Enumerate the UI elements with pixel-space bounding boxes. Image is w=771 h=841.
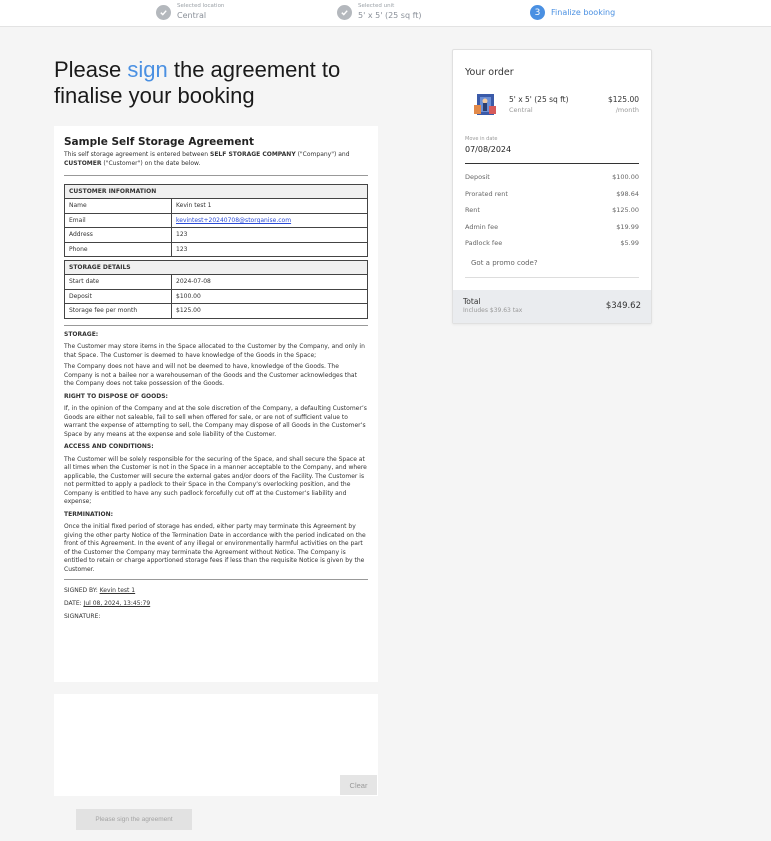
title-part-1: Please — [54, 57, 128, 82]
row-label: Email — [65, 213, 172, 228]
table-row — [65, 228, 368, 243]
fee-row — [465, 239, 639, 247]
signature-block — [64, 584, 368, 623]
table-row — [65, 242, 368, 257]
fee-row — [465, 206, 639, 214]
move-in-date: 07/08/2024 — [465, 145, 512, 154]
submit-agreement-button[interactable]: Please sign the agreement — [76, 809, 192, 830]
row-value: Kevin test 1 — [172, 199, 368, 214]
row-label: Storage fee per month — [65, 304, 172, 319]
unit-price-period: /month — [615, 106, 639, 114]
row-value: 123 — [172, 242, 368, 257]
agreement-terms — [64, 331, 368, 575]
section-heading: STORAGE: — [64, 330, 99, 338]
step-finalize-label: Finalize booking — [551, 8, 616, 17]
section-paragraph: The Customer will be solely responsible for the securing of the Space, and shall secure the Space at all times when the Customer is not in the Space in a manner acceptable to the Company, and where applicable, the Customer will secure the external gates and/or doors of the Facility. The Customer is not permitted to apply a padlock to their Space in the Company’s overlocking position, and the Company is entitled to have any such padlock forcefully cut off at the Customer’s liability and expense; — [64, 455, 367, 505]
fee-label: Admin fee — [465, 223, 499, 231]
storage-details-header: STORAGE DETAILS — [65, 261, 368, 275]
row-label: Start date — [65, 275, 172, 290]
agreement-title: Sample Self Storage Agreement — [64, 136, 254, 148]
fee-label: Deposit — [465, 173, 490, 181]
date-label: DATE: — [64, 600, 84, 607]
row-label: Deposit — [65, 289, 172, 304]
step-location-caption: Selected location — [177, 3, 225, 9]
fee-value: $98.64 — [616, 190, 639, 198]
step-unit[interactable] — [337, 3, 422, 21]
table-row — [65, 213, 368, 228]
move-in-label: Move in date — [465, 136, 498, 142]
divider — [64, 579, 368, 580]
fee-row — [465, 190, 639, 198]
section-paragraph: The Company does not have and will not be deemed to have, knowledge of the Goods. The Company is not a bailee nor a warehouseman of the Goods and the Customer acknowledges that the Company does not take possession of the Goods. — [64, 363, 357, 387]
section-heading: ACCESS AND CONDITIONS: — [64, 443, 154, 450]
promo-code-link[interactable]: Got a promo code? — [471, 259, 538, 267]
row-value: $125.00 — [172, 304, 368, 319]
row-label: Address — [65, 228, 172, 243]
fee-row — [465, 173, 639, 181]
section-heading: RIGHT TO DISPOSE OF GOODS: — [64, 392, 168, 400]
signature-label: SIGNATURE: — [64, 613, 101, 620]
agreement-document — [54, 126, 378, 682]
signature-pad[interactable] — [54, 694, 378, 796]
step-unit-value: 5' x 5' (25 sq ft) — [358, 11, 422, 20]
section-paragraph: If, in the opinion of the Company and at the sole discretion of the Company, a defaulting Customer’s Goods are either not saleable, fail to sell when offered for sale, or are not of sufficient value to warrant the expense of attempting to sell, the Company may dispose of all Goods in the Customer’s Space by any means at the expense and sole liability of the Customer. — [64, 405, 367, 438]
order-total — [453, 290, 651, 323]
unit-price: $125.00 — [607, 95, 639, 104]
fee-label: Prorated rent — [465, 190, 508, 198]
table-row — [65, 199, 368, 214]
divider — [465, 277, 639, 278]
total-value: $349.62 — [605, 301, 641, 311]
fee-label: Padlock fee — [465, 239, 503, 247]
intro-customer: CUSTOMER — [64, 160, 102, 167]
intro-text: ("Customer") on the date below. — [101, 160, 201, 167]
unit-name: 5' x 5' (25 sq ft) — [509, 95, 569, 104]
row-label: Phone — [65, 242, 172, 257]
email-link[interactable]: kevintest+20240708@storganise.com — [176, 216, 292, 224]
step-location[interactable] — [156, 3, 224, 21]
step-finalize[interactable] — [530, 5, 615, 20]
fee-value: $125.00 — [612, 206, 639, 214]
customer-info-header: CUSTOMER INFORMATION — [65, 185, 368, 199]
unit-location: Central — [509, 106, 533, 114]
table-row — [65, 289, 368, 304]
divider — [64, 175, 368, 176]
section-heading: TERMINATION: — [64, 510, 114, 518]
step-number-badge: 3 — [530, 5, 545, 20]
storage-details-table — [64, 260, 368, 319]
agreement-intro — [64, 150, 368, 168]
divider — [465, 163, 639, 164]
title-sign-word: sign — [127, 57, 168, 82]
clear-signature-button[interactable]: Clear — [340, 775, 377, 795]
total-tax: Includes $39.63 tax — [463, 307, 523, 314]
fee-row — [465, 223, 639, 231]
progress-stepper — [0, 0, 771, 27]
step-location-value: Central — [177, 11, 207, 20]
step-unit-caption: Selected unit — [358, 3, 395, 9]
signed-by-value: Kevin test 1 — [99, 587, 136, 594]
intro-text: This self storage agreement is entered between — [64, 151, 211, 158]
total-label: Total — [463, 297, 481, 306]
check-circle-icon — [156, 5, 171, 20]
storage-unit-illustration — [471, 90, 499, 118]
divider — [64, 325, 368, 326]
date-value: Jul 08, 2024, 13:45:79 — [83, 600, 151, 607]
title-part-2: the agreement to finalise your booking — [54, 57, 341, 108]
section-paragraph: The Customer may store items in the Space allocated to the Customer by the Company, and only in that Space. The Customer is deemed to have knowledge of the Goods in the Space; — [64, 343, 365, 359]
check-circle-icon — [337, 5, 352, 20]
intro-company: SELF STORAGE COMPANY — [210, 151, 296, 158]
row-label: Name — [65, 199, 172, 214]
intro-text: ("Company") and — [295, 151, 350, 158]
order-title: Your order — [465, 67, 514, 78]
fee-label: Rent — [465, 206, 480, 214]
row-value: $100.00 — [172, 289, 368, 304]
fee-value: $5.99 — [620, 239, 639, 247]
fee-value: $100.00 — [612, 173, 639, 181]
customer-info-table — [64, 184, 368, 257]
table-row — [65, 275, 368, 290]
row-value: 2024-07-08 — [172, 275, 368, 290]
signed-by-label: SIGNED BY: — [64, 587, 100, 594]
section-paragraph: Once the initial fixed period of storage has ended, either party may terminate this Agreement by giving the other party Notice of the Termination Date in accordance with the period indicated on the front of this Agreement. In the event of any illegal or environmentally harmful activities on the part of the Customer the Company may terminate the Agreement without Notice. The Company is entitled to retain or charge apportioned storage fees if less than the requisite Notice is given by the Customer. — [64, 523, 366, 573]
row-value: 123 — [172, 228, 368, 243]
fee-value: $19.99 — [616, 223, 639, 231]
page-title — [54, 57, 394, 109]
table-row — [65, 304, 368, 319]
order-summary — [452, 49, 652, 324]
